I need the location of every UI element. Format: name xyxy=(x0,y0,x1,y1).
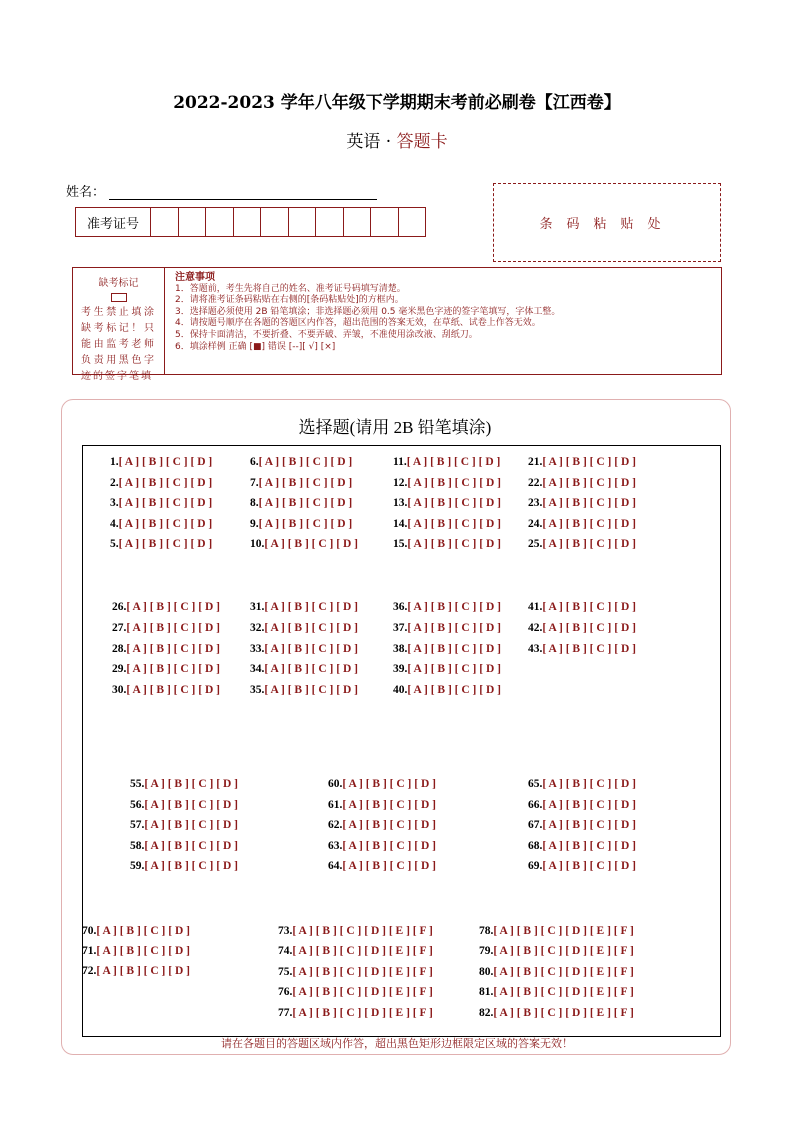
question-number: 35. xyxy=(250,684,265,697)
answer-options[interactable]: [ A ] [ B ] [ C ] [ D ] xyxy=(126,684,220,697)
question-number: 60. xyxy=(328,778,343,790)
question-33[interactable] xyxy=(250,643,358,655)
question-82[interactable] xyxy=(479,1007,634,1019)
page-subtitle xyxy=(0,127,794,152)
question-6[interactable] xyxy=(250,456,352,468)
answer-options[interactable]: [ A ] [ B ] [ C ] [ D ] xyxy=(407,642,501,655)
question-75[interactable] xyxy=(278,966,433,978)
answer-options[interactable]: [ A ] [ B ] [ C ] [ D ] xyxy=(407,476,501,489)
answer-options[interactable]: [ A ] [ B ] [ C ] [ D ] xyxy=(258,456,353,468)
notice-item: 1．答题前，考生先将自己的姓名、准考证号码填写清楚。 xyxy=(175,283,406,294)
question-29[interactable] xyxy=(112,663,220,675)
answer-options[interactable]: [ A ] [ B ] [ C ] [ D ] xyxy=(264,663,358,676)
notice-item: 3．选择题必须使用 2B 铅笔填涂；非选择题必须用 0.5 毫米黑色字迹的签字笔填写，字体工整。 xyxy=(175,306,561,317)
answer-options[interactable]: [ A ] [ B ] [ C ] [ D ] [ E ] [ F ] xyxy=(292,925,433,937)
absent-mark-title: 缺考标记 xyxy=(98,278,139,289)
answer-options[interactable]: [ A ] [ B ] [ C ] [ D ] xyxy=(342,798,436,811)
exam-id-cell[interactable] xyxy=(399,208,426,236)
answer-options[interactable]: [ A ] [ B ] [ C ] [ D ] [ E ] [ F ] xyxy=(292,965,433,978)
answer-options[interactable]: [ A ] [ B ] [ C ] [ D ] xyxy=(258,476,353,489)
question-65[interactable] xyxy=(528,778,636,790)
question-number: 30. xyxy=(112,684,127,697)
question-number: 65. xyxy=(528,778,543,790)
answer-options[interactable]: [ A ] [ B ] [ C ] [ D ] xyxy=(542,621,636,634)
question-66[interactable] xyxy=(528,799,636,811)
answer-options[interactable]: [ A ] [ B ] [ C ] [ D ] xyxy=(542,456,636,468)
answer-options[interactable]: [ A ] [ B ] [ C ] [ D ] xyxy=(118,538,213,551)
answer-options[interactable]: [ A ] [ B ] [ C ] [ D ] [ E ] [ F ] xyxy=(493,965,634,978)
answer-options[interactable]: [ A ] [ B ] [ C ] [ D ] xyxy=(542,517,636,530)
question-2[interactable] xyxy=(110,477,212,489)
question-57[interactable] xyxy=(130,819,238,831)
answer-options[interactable]: [ A ] [ B ] [ C ] [ D ] xyxy=(407,497,501,510)
question-number: 14. xyxy=(393,517,408,530)
question-number: 32. xyxy=(250,621,265,634)
answer-options[interactable]: [ A ] [ B ] [ C ] [ D ] xyxy=(542,798,636,811)
question-14[interactable] xyxy=(393,518,501,530)
question-number: 40. xyxy=(393,684,408,697)
question-36[interactable] xyxy=(393,601,501,613)
answer-options[interactable]: [ A ] [ B ] [ C ] [ D ] xyxy=(542,642,636,655)
question-81[interactable] xyxy=(479,986,634,998)
question-number: 5. xyxy=(110,538,119,551)
answer-options[interactable]: [ A ] [ B ] [ C ] [ D ] xyxy=(126,663,220,676)
exam-id-cell[interactable] xyxy=(179,208,207,236)
answer-options[interactable]: [ A ] [ B ] [ C ] [ D ] xyxy=(407,517,501,530)
question-number: 11. xyxy=(393,456,407,468)
question-77[interactable] xyxy=(278,1007,433,1019)
answer-options[interactable]: [ A ] [ B ] [ C ] [ D ] xyxy=(342,839,436,852)
question-number: 68. xyxy=(528,839,543,852)
question-5[interactable] xyxy=(110,538,212,550)
question-80[interactable] xyxy=(479,966,634,978)
notice-list xyxy=(165,268,721,374)
question-55[interactable] xyxy=(130,778,238,790)
question-68[interactable] xyxy=(528,840,636,852)
question-26[interactable] xyxy=(112,601,220,613)
question-64[interactable] xyxy=(328,860,436,872)
exam-id-cell[interactable] xyxy=(234,208,262,236)
question-number: 75. xyxy=(278,965,293,978)
question-number: 59. xyxy=(130,860,145,873)
question-number: 62. xyxy=(328,819,343,832)
question-number: 23. xyxy=(528,497,543,510)
absent-mark-checkbox[interactable] xyxy=(111,293,127,302)
question-number: 22. xyxy=(528,476,543,489)
answer-options[interactable]: [ A ] [ B ] [ C ] [ D ] xyxy=(264,538,358,551)
question-number: 21. xyxy=(528,456,543,468)
notice-item: 6．填涂样例 正确 [■] 错误 [--][ √] [×] xyxy=(175,341,336,352)
question-21[interactable] xyxy=(528,456,636,468)
answer-options[interactable]: [ A ] [ B ] [ C ] [ D ] [ E ] [ F ] xyxy=(493,945,634,958)
question-number: 71. xyxy=(82,945,97,958)
question-number: 67. xyxy=(528,819,543,832)
question-number: 42. xyxy=(528,621,543,634)
answer-options[interactable]: [ A ] [ B ] [ C ] [ D ] xyxy=(258,517,353,530)
answer-options[interactable]: [ A ] [ B ] [ C ] [ D ] [ E ] [ F ] xyxy=(292,986,433,999)
answer-options[interactable]: [ A ] [ B ] [ C ] [ D ] xyxy=(407,684,501,697)
name-label: 姓名： xyxy=(66,185,106,200)
question-number: 28. xyxy=(112,642,127,655)
question-32[interactable] xyxy=(250,622,358,634)
question-24[interactable] xyxy=(528,518,636,530)
answer-options[interactable]: [ A ] [ B ] [ C ] [ D ] xyxy=(264,601,358,613)
question-40[interactable] xyxy=(393,684,501,696)
question-number: 56. xyxy=(130,798,145,811)
question-number: 31. xyxy=(250,601,265,613)
question-number: 34. xyxy=(250,663,265,676)
question-31[interactable] xyxy=(250,601,358,613)
answer-options[interactable]: [ A ] [ B ] [ C ] [ D ] xyxy=(144,839,238,852)
notice-item: 5．保持卡面清洁，不要折叠、不要弄破、弄皱，不准使用涂改液、刮纸刀。 xyxy=(175,329,478,340)
answer-options[interactable]: [ A ] [ B ] [ C ] [ D ] xyxy=(126,621,220,634)
answer-options[interactable]: [ A ] [ B ] [ C ] [ D ] xyxy=(342,819,436,832)
question-15[interactable] xyxy=(393,538,501,550)
question-4[interactable] xyxy=(110,518,212,530)
answer-options[interactable]: [ A ] [ B ] [ C ] [ D ] xyxy=(144,798,238,811)
question-30[interactable] xyxy=(112,684,220,696)
question-number: 76. xyxy=(278,986,293,999)
card-label: 答题卡 xyxy=(396,132,448,152)
exam-id-cell[interactable] xyxy=(316,208,344,236)
question-number: 81. xyxy=(479,986,494,999)
answer-options[interactable]: [ A ] [ B ] [ C ] [ D ] xyxy=(96,965,190,978)
question-10[interactable] xyxy=(250,538,358,550)
question-number: 26. xyxy=(112,601,127,613)
answer-options[interactable]: [ A ] [ B ] [ C ] [ D ] xyxy=(144,860,238,873)
answer-options[interactable]: [ A ] [ B ] [ C ] [ D ] xyxy=(264,642,358,655)
question-1[interactable] xyxy=(110,456,212,468)
question-8[interactable] xyxy=(250,497,352,509)
choice-title: 选择题(请用 2B 铅笔填涂) xyxy=(298,418,492,437)
question-70[interactable] xyxy=(82,925,190,937)
question-number: 3. xyxy=(110,497,119,510)
question-58[interactable] xyxy=(130,840,238,852)
question-43[interactable] xyxy=(528,643,636,655)
question-number: 66. xyxy=(528,798,543,811)
page-title: 2022-2023 学年八年级下学期期末考前必刷卷【江西卷】 xyxy=(173,93,621,113)
answer-options[interactable]: [ A ] [ B ] [ C ] [ D ] xyxy=(542,778,636,790)
question-79[interactable] xyxy=(479,945,634,957)
question-number: 74. xyxy=(278,945,293,958)
answer-options[interactable]: [ A ] [ B ] [ C ] [ D ] xyxy=(407,538,501,551)
question-number: 4. xyxy=(110,517,119,530)
question-number: 2. xyxy=(110,476,119,489)
question-number: 72. xyxy=(82,965,97,978)
answer-options[interactable]: [ A ] [ B ] [ C ] [ D ] xyxy=(258,497,353,510)
question-37[interactable] xyxy=(393,622,501,634)
question-number: 55. xyxy=(130,778,145,790)
answer-options[interactable]: [ A ] [ B ] [ C ] [ D ] xyxy=(118,497,213,510)
answer-options[interactable]: [ A ] [ B ] [ C ] [ D ] xyxy=(264,684,358,697)
question-72[interactable] xyxy=(82,965,190,977)
answer-options[interactable]: [ A ] [ B ] [ C ] [ D ] xyxy=(407,601,501,613)
answer-options[interactable]: [ A ] [ B ] [ C ] [ D ] xyxy=(342,778,436,790)
question-number: 78. xyxy=(479,925,494,937)
answer-options[interactable]: [ A ] [ B ] [ C ] [ D ] xyxy=(126,601,220,613)
question-28[interactable] xyxy=(112,643,220,655)
question-number: 70. xyxy=(82,925,97,937)
question-76[interactable] xyxy=(278,986,433,998)
question-number: 7. xyxy=(250,476,259,489)
answer-options[interactable]: [ A ] [ B ] [ C ] [ D ] xyxy=(96,945,190,958)
answer-options[interactable]: [ A ] [ B ] [ C ] [ D ] [ E ] [ F ] xyxy=(493,925,634,937)
answer-options[interactable]: [ A ] [ B ] [ C ] [ D ] xyxy=(542,601,636,613)
question-number: 8. xyxy=(250,497,259,510)
absent-mark-section xyxy=(73,268,165,382)
question-7[interactable] xyxy=(250,477,352,489)
question-number: 13. xyxy=(393,497,408,510)
question-number: 77. xyxy=(278,1006,293,1019)
answer-options[interactable]: [ A ] [ B ] [ C ] [ D ] xyxy=(407,663,501,676)
exam-id-box xyxy=(75,207,426,237)
notice-box xyxy=(72,267,722,382)
question-63[interactable] xyxy=(328,840,436,852)
question-62[interactable] xyxy=(328,819,436,831)
name-field[interactable] xyxy=(109,185,377,200)
question-number: 36. xyxy=(393,601,408,613)
question-67[interactable] xyxy=(528,819,636,831)
question-number: 80. xyxy=(479,965,494,978)
answer-options[interactable]: [ A ] [ B ] [ C ] [ D ] xyxy=(342,860,436,873)
answer-options[interactable]: [ A ] [ B ] [ C ] [ D ] xyxy=(542,860,636,873)
question-13[interactable] xyxy=(393,497,501,509)
subject-label: 英语 · xyxy=(346,132,397,152)
question-3[interactable] xyxy=(110,497,212,509)
question-number: 33. xyxy=(250,642,265,655)
question-number: 43. xyxy=(528,642,543,655)
exam-id-label: 准考证号 xyxy=(76,208,151,236)
barcode-area: 条码粘贴处 xyxy=(493,183,721,262)
answer-options[interactable]: [ A ] [ B ] [ C ] [ D ] xyxy=(406,456,501,468)
question-number: 38. xyxy=(393,642,408,655)
exam-id-cell[interactable] xyxy=(151,208,179,236)
question-number: 1. xyxy=(110,456,119,468)
question-number: 6. xyxy=(250,456,259,468)
answer-options[interactable]: [ A ] [ B ] [ C ] [ D ] [ E ] [ F ] xyxy=(493,986,634,999)
question-78[interactable] xyxy=(479,925,634,937)
question-number: 58. xyxy=(130,839,145,852)
question-number: 61. xyxy=(328,798,343,811)
question-27[interactable] xyxy=(112,622,220,634)
question-39[interactable] xyxy=(393,663,501,675)
answer-options[interactable]: [ A ] [ B ] [ C ] [ D ] xyxy=(118,517,213,530)
question-number: 29. xyxy=(112,663,127,676)
notice-item: 4．请按题号顺序在各题的答题区内作答，超出范围的答案无效，在草纸、试卷上作答无效。 xyxy=(175,318,541,329)
question-number: 41. xyxy=(528,601,543,613)
question-25[interactable] xyxy=(528,538,636,550)
exam-id-cell[interactable] xyxy=(344,208,372,236)
question-number: 12. xyxy=(393,476,408,489)
question-38[interactable] xyxy=(393,643,501,655)
answer-options[interactable]: [ A ] [ B ] [ C ] [ D ] xyxy=(126,642,220,655)
exam-id-cell[interactable] xyxy=(261,208,289,236)
answer-options[interactable]: [ A ] [ B ] [ C ] [ D ] xyxy=(96,925,190,937)
question-42[interactable] xyxy=(528,622,636,634)
exam-id-cell[interactable] xyxy=(206,208,234,236)
answer-options[interactable]: [ A ] [ B ] [ C ] [ D ] [ E ] [ F ] xyxy=(493,1006,634,1019)
question-61[interactable] xyxy=(328,799,436,811)
question-number: 64. xyxy=(328,860,343,873)
question-71[interactable] xyxy=(82,945,190,957)
answer-options[interactable]: [ A ] [ B ] [ C ] [ D ] [ E ] [ F ] xyxy=(292,945,433,958)
answer-options[interactable]: [ A ] [ B ] [ C ] [ D ] xyxy=(264,621,358,634)
notice-item: 2．请将准考证条码粘贴在右侧的[条码粘贴处]的方框内。 xyxy=(175,295,404,306)
exam-id-cell[interactable] xyxy=(371,208,399,236)
question-35[interactable] xyxy=(250,684,358,696)
answer-options[interactable]: [ A ] [ B ] [ C ] [ D ] xyxy=(542,476,636,489)
question-41[interactable] xyxy=(528,601,636,613)
question-59[interactable] xyxy=(130,860,238,872)
question-9[interactable] xyxy=(250,518,352,530)
question-number: 69. xyxy=(528,860,543,873)
question-11[interactable] xyxy=(393,456,500,468)
question-number: 27. xyxy=(112,621,127,634)
question-56[interactable] xyxy=(130,799,238,811)
question-22[interactable] xyxy=(528,477,636,489)
question-69[interactable] xyxy=(528,860,636,872)
answer-options[interactable]: [ A ] [ B ] [ C ] [ D ] xyxy=(542,839,636,852)
question-number: 25. xyxy=(528,538,543,551)
name-row xyxy=(66,181,377,200)
question-74[interactable] xyxy=(278,945,433,957)
question-number: 79. xyxy=(479,945,494,958)
question-number: 39. xyxy=(393,663,408,676)
question-34[interactable] xyxy=(250,663,358,675)
answer-options[interactable]: [ A ] [ B ] [ C ] [ D ] xyxy=(118,456,213,468)
answer-options[interactable]: [ A ] [ B ] [ C ] [ D ] xyxy=(542,819,636,832)
answer-options[interactable]: [ A ] [ B ] [ C ] [ D ] [ E ] [ F ] xyxy=(292,1006,433,1019)
question-number: 15. xyxy=(393,538,408,551)
answer-options[interactable]: [ A ] [ B ] [ C ] [ D ] xyxy=(144,819,238,832)
answer-options[interactable]: [ A ] [ B ] [ C ] [ D ] xyxy=(144,778,238,790)
question-number: 9. xyxy=(250,517,259,530)
question-60[interactable] xyxy=(328,778,436,790)
answer-options[interactable]: [ A ] [ B ] [ C ] [ D ] xyxy=(407,621,501,634)
notice-heading: 注意事项 xyxy=(175,272,215,283)
question-number: 24. xyxy=(528,517,543,530)
question-12[interactable] xyxy=(393,477,501,489)
answer-options[interactable]: [ A ] [ B ] [ C ] [ D ] xyxy=(542,538,636,551)
answer-options[interactable]: [ A ] [ B ] [ C ] [ D ] xyxy=(542,497,636,510)
question-number: 82. xyxy=(479,1006,494,1019)
exam-id-cell[interactable] xyxy=(289,208,317,236)
question-73[interactable] xyxy=(278,925,433,937)
question-number: 73. xyxy=(278,925,293,937)
question-23[interactable] xyxy=(528,497,636,509)
answer-options[interactable]: [ A ] [ B ] [ C ] [ D ] xyxy=(118,476,213,489)
question-number: 37. xyxy=(393,621,408,634)
question-number: 10. xyxy=(250,538,265,551)
question-number: 57. xyxy=(130,819,145,832)
footer-warning: 请在各题目的答题区域内作答，超出黑色矩形边框限定区域的答案无效！ xyxy=(221,1037,573,1050)
question-number: 63. xyxy=(328,839,343,852)
absent-mark-text: 考生禁止填涂缺考标记！只能由监考老师负责用黑色字迹的签字笔填 xyxy=(81,307,156,382)
